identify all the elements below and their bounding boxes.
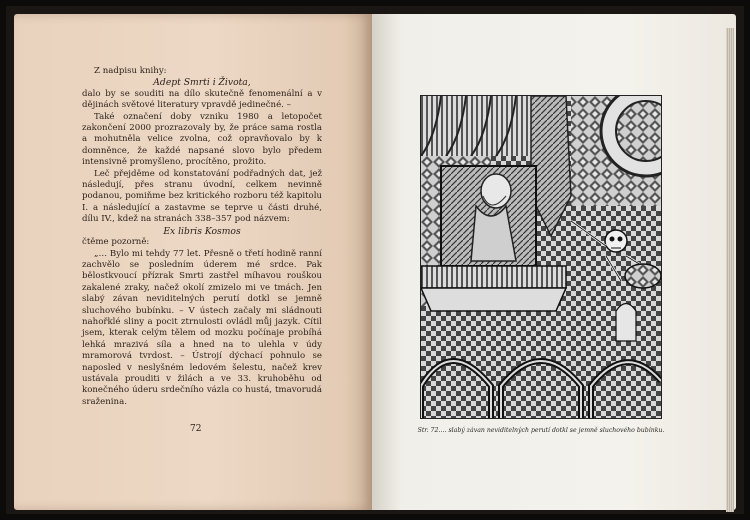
page-edges xyxy=(726,28,734,512)
illustration-caption: Str. 72…. slabý závan neviditelných perutí dotkl se jemně sluchového bubínku. xyxy=(417,427,665,434)
left-page-text xyxy=(82,66,322,408)
book-title-heading: Adept Smrti i Života, xyxy=(153,77,251,89)
illustration xyxy=(420,95,662,419)
paragraph-4: čtěme pozorně: xyxy=(82,237,150,248)
paragraph-2: Také označení doby vzniku 1980 a letopočet zakončení 2000 prozrazovaly by, že práce sama rostla a mohutněla velice zvolna, což opravňovalo by k domněnce, že každé napsané slovo bylo předem intensivně promyšleno, procítěno, prožito. xyxy=(82,111,322,168)
paragraph-3: Leč přejděme od konstatování podřadných dat, jež následují, přes stranu úvodní, celkem nevinně podanou, pomiňme bez kritického rozboru též kapitolu I. a následující a zastavme se teprve u části druhé, dílu IV., kdež na stranách 338–357 pod názvem: xyxy=(82,168,322,225)
intro-line: Z nadpisu knihy: xyxy=(94,66,167,76)
paragraph-1: dalo by se souditi na dílo skutečně fenomenální a v dějinách světové literatury vpravdě jedinečné. – xyxy=(82,88,322,111)
section-heading: Ex libris Kosmos xyxy=(163,225,241,237)
page-number: 72 xyxy=(190,424,202,434)
quotation-paragraph: „… Bylo mi tehdy 77 let. Přesně o třetí hodině ranní zachvělo se posledním úderem mé srdce. Pak bělostkvoucí přízrak Smrti zastřel míhavou rouškou zakalené zraky, načež okolí zmizelo mi ve tmách. Jen slabý závan neviditelných perutí dotkl se jemně sluchového bubínku. – V ústech začaly mi sládnouti nahořklé sliny a pocit ztrnulosti ovládl můj jazyk. Cítil jsem, kterak celým tělem od mozku počínaje probíhá lehká mrazivá síla a hned na to ulehla v údy mramorová tvrdost. – Ústrojí dýchací pohnulo se naposled v neslyšném ledovém šelestu, načež krev ustávala prouditi v žilách a ve 33. kruhoběhu od konečného úderu srdečního vázla co hustá, tmavorudá sraženina. xyxy=(82,248,322,407)
